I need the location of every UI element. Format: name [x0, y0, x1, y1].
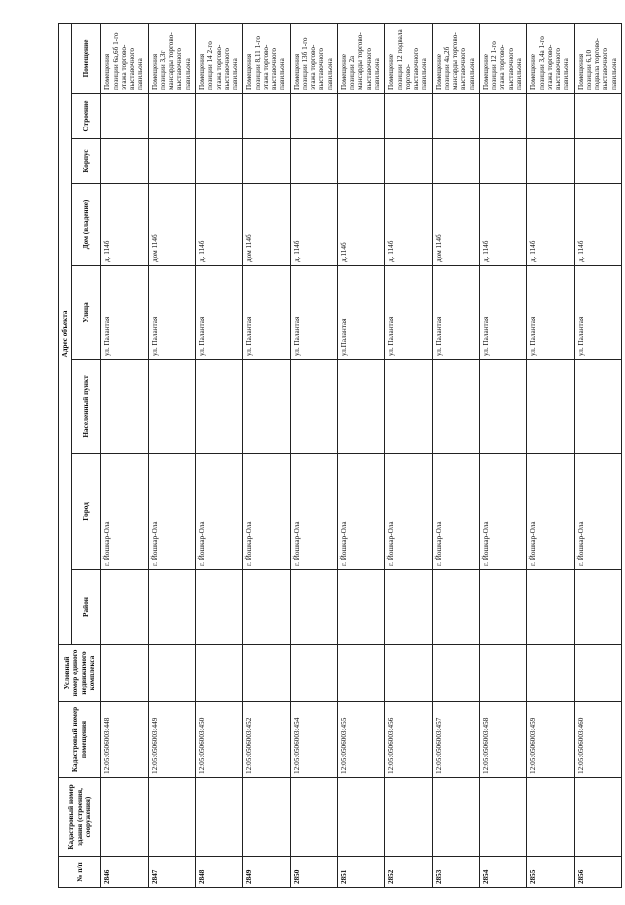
cell-settlement [148, 360, 195, 454]
scanned-page [58, 24, 622, 888]
header-street: Улица [72, 266, 101, 360]
cell-num: 2852 [385, 857, 432, 888]
cell-street: ул. Палантая [101, 266, 148, 360]
header-building-cadastral: Кадастровый номер здания (строения, сооружения) [59, 778, 101, 857]
cell-num: 2849 [243, 857, 290, 888]
cell-structure [432, 94, 479, 139]
cell-building-cad [290, 778, 337, 857]
cell-street: ул. Палантая [148, 266, 195, 360]
cell-building-cad [385, 778, 432, 857]
cell-building-cad [243, 778, 290, 857]
table-row [290, 23, 337, 887]
cell-district [385, 570, 432, 645]
cell-room-cad: 12:05:0506003:460 [574, 702, 621, 778]
cell-city: г. Йошкар-Ола [337, 454, 384, 570]
cell-house: дом 114б [432, 184, 479, 266]
cell-block [432, 139, 479, 184]
table-row [527, 23, 574, 887]
cell-structure [195, 94, 242, 139]
cell-settlement [290, 360, 337, 454]
cell-house: д. 114б [479, 184, 526, 266]
cell-settlement [337, 360, 384, 454]
cell-house: д.114б [337, 184, 384, 266]
cell-structure [290, 94, 337, 139]
cell-house: д. 114б [290, 184, 337, 266]
cell-conditional [574, 645, 621, 702]
cell-district [574, 570, 621, 645]
cell-conditional [337, 645, 384, 702]
header-district: Район [72, 570, 101, 645]
cell-structure [574, 94, 621, 139]
cell-city: г. Йошкар-Ола [385, 454, 432, 570]
cell-block [479, 139, 526, 184]
cell-settlement [574, 360, 621, 454]
property-register-table [58, 23, 622, 888]
cell-num: 2848 [195, 857, 242, 888]
header-room-cadastral: Кадастровый номер помещения [59, 702, 101, 778]
cell-structure [148, 94, 195, 139]
cell-num: 2856 [574, 857, 621, 888]
cell-house: д. 114б [385, 184, 432, 266]
cell-building-cad [527, 778, 574, 857]
cell-district [479, 570, 526, 645]
cell-block [574, 139, 621, 184]
cell-house: д. 114б [574, 184, 621, 266]
cell-building-cad [148, 778, 195, 857]
cell-street: ул. Палантая [385, 266, 432, 360]
cell-num: 2846 [101, 857, 148, 888]
cell-street: ул.Палантая [337, 266, 384, 360]
cell-num: 2854 [479, 857, 526, 888]
cell-house: д. 114б [195, 184, 242, 266]
cell-house: дом 114б [243, 184, 290, 266]
cell-city: г. Йошкар-Ола [527, 454, 574, 570]
cell-conditional [527, 645, 574, 702]
cell-block [527, 139, 574, 184]
cell-block [337, 139, 384, 184]
cell-city: г. Йошкар-Ола [148, 454, 195, 570]
cell-building-cad [432, 778, 479, 857]
cell-house: д. 114б [527, 184, 574, 266]
cell-district [243, 570, 290, 645]
cell-block [101, 139, 148, 184]
table-row [101, 23, 148, 887]
cell-structure [479, 94, 526, 139]
header-block: Корпус [72, 139, 101, 184]
cell-city: г. Йошкар-Ола [290, 454, 337, 570]
cell-conditional [148, 645, 195, 702]
cell-conditional [432, 645, 479, 702]
cell-settlement [527, 360, 574, 454]
cell-city: г. Йошкар-Ола [432, 454, 479, 570]
cell-street: ул. Палантая [479, 266, 526, 360]
table-row [148, 23, 195, 887]
cell-room: Помещения позиции 14 2-го этажа торгово-выставочного павильона [195, 23, 242, 93]
rotated-table-page [58, 24, 622, 888]
cell-num: 2853 [432, 857, 479, 888]
cell-district [148, 570, 195, 645]
cell-district [290, 570, 337, 645]
cell-street: ул. Палантая [432, 266, 479, 360]
cell-building-cad [195, 778, 242, 857]
cell-room-cad: 12:05:0506003:450 [195, 702, 242, 778]
cell-settlement [385, 360, 432, 454]
cell-conditional [385, 645, 432, 702]
cell-district [101, 570, 148, 645]
header-address: Адрес объекта [59, 23, 72, 644]
cell-block [385, 139, 432, 184]
cell-room-cad: 12:05:0506003:449 [148, 702, 195, 778]
table-row [432, 23, 479, 887]
cell-room-cad: 12:05:0506003:457 [432, 702, 479, 778]
cell-block [195, 139, 242, 184]
cell-room: Помещения позиции 6,10 подвала торгово-выставочного павильона [574, 23, 621, 93]
header-num: № п/п [59, 857, 101, 888]
cell-structure [337, 94, 384, 139]
cell-conditional [101, 645, 148, 702]
cell-city: г. Йошкар-Ола [574, 454, 621, 570]
table-row [479, 23, 526, 887]
cell-settlement [432, 360, 479, 454]
cell-room-cad: 12:05:0506003:456 [385, 702, 432, 778]
cell-conditional [243, 645, 290, 702]
cell-district [432, 570, 479, 645]
cell-district [337, 570, 384, 645]
header-house: Дом (владение) [72, 184, 101, 266]
cell-district [527, 570, 574, 645]
cell-block [148, 139, 195, 184]
cell-street: ул. Палантая [243, 266, 290, 360]
cell-settlement [243, 360, 290, 454]
cell-room: Помещения позиции 8,11 1-го этажа торгово-выставочного павильона [243, 23, 290, 93]
cell-city: г. Йошкар-Ола [243, 454, 290, 570]
cell-room: Помещения позиции 6а,6б 1-го этажа торгово-выставочного павильона [101, 23, 148, 93]
table-row [195, 23, 242, 887]
cell-house: дом 114б [148, 184, 195, 266]
cell-settlement [479, 360, 526, 454]
table-row [574, 23, 621, 887]
cell-room: Помещение позиции 3,4а 1-го этажа торгово-выставочного павильона [527, 23, 574, 93]
header-settlement: Населенный пункт [72, 360, 101, 454]
cell-district [195, 570, 242, 645]
cell-city: г. Йошкар-Ола [101, 454, 148, 570]
cell-num: 2855 [527, 857, 574, 888]
cell-street: ул. Палантая [290, 266, 337, 360]
cell-room-cad: 12:05:0506003:458 [479, 702, 526, 778]
cell-num: 2847 [148, 857, 195, 888]
table-row [385, 23, 432, 887]
cell-city: г. Йошкар-Ола [195, 454, 242, 570]
cell-structure [243, 94, 290, 139]
cell-num: 2851 [337, 857, 384, 888]
cell-building-cad [479, 778, 526, 857]
cell-room: Помещения позиции 13б 1-го этажа торгово-выставочного павильона [290, 23, 337, 93]
cell-conditional [290, 645, 337, 702]
cell-building-cad [574, 778, 621, 857]
cell-room: Помещение позиции 12 подвала торгово-выставочного павильона [385, 23, 432, 93]
cell-city: г. Йошкар-Ола [479, 454, 526, 570]
cell-conditional [195, 645, 242, 702]
cell-street: ул. Палантая [574, 266, 621, 360]
cell-street: ул. Палантая [195, 266, 242, 360]
cell-building-cad [101, 778, 148, 857]
cell-num: 2850 [290, 857, 337, 888]
cell-room: Помещение позиции 2а мансарды торгово-выставочного павильона [337, 23, 384, 93]
table-row [337, 23, 384, 887]
header-city: Город [72, 454, 101, 570]
header-conditional-number: Условный номер единого недвижимого комплекса [59, 645, 101, 702]
cell-building-cad [337, 778, 384, 857]
cell-conditional [479, 645, 526, 702]
cell-room: Помещение позиции 12 1-го этажа торгово-выставочного павильона [479, 23, 526, 93]
cell-room-cad: 12:05:0506003:448 [101, 702, 148, 778]
cell-settlement [195, 360, 242, 454]
cell-block [243, 139, 290, 184]
header-structure: Строение [72, 94, 101, 139]
cell-room: Помещения позиции 3,3г мансарды торгово-выставочного павильона [148, 23, 195, 93]
cell-room-cad: 12:05:0506003:452 [243, 702, 290, 778]
cell-room-cad: 12:05:0506003:455 [337, 702, 384, 778]
cell-structure [101, 94, 148, 139]
table-row [243, 23, 290, 887]
cell-house: д. 114б [101, 184, 148, 266]
cell-room-cad: 12:05:0506003:454 [290, 702, 337, 778]
cell-block [290, 139, 337, 184]
cell-room-cad: 12:05:0506003:459 [527, 702, 574, 778]
cell-settlement [101, 360, 148, 454]
header-room: Помещение [72, 23, 101, 93]
cell-structure [527, 94, 574, 139]
cell-room: Помещение позиции 4а,2б мансарды торгово-выставочного павильона [432, 23, 479, 93]
cell-structure [385, 94, 432, 139]
cell-street: ул. Палантая [527, 266, 574, 360]
